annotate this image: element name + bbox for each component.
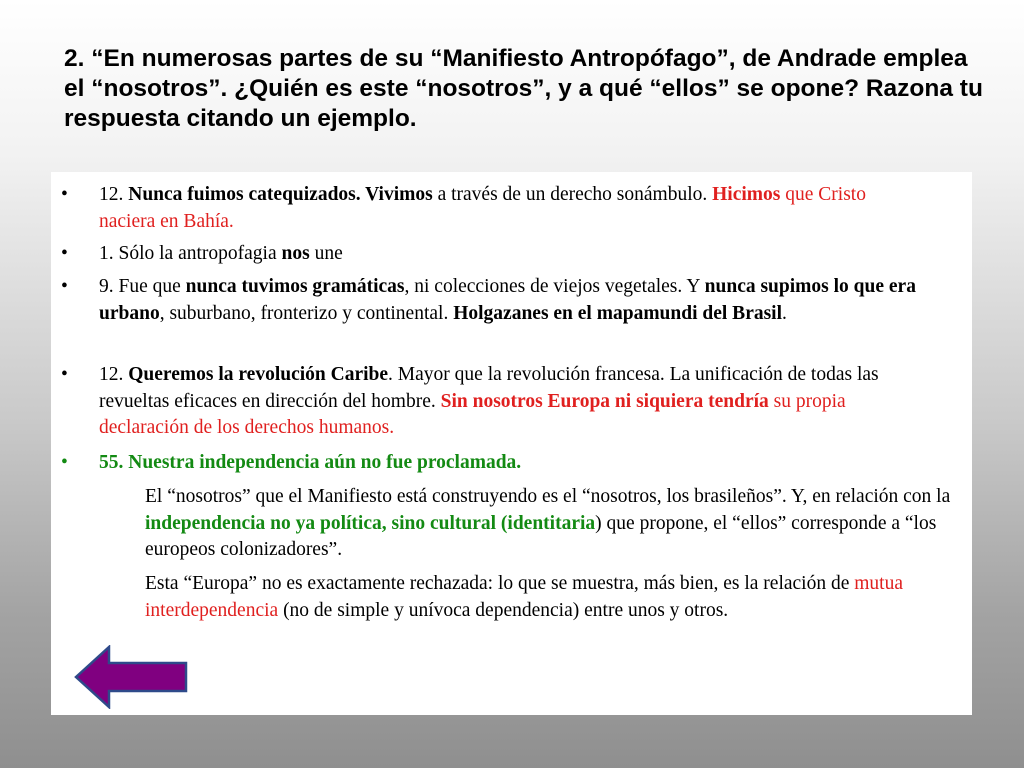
explanation-paragraph-2	[145, 571, 965, 624]
red-bold-phrase: Hicimos	[712, 184, 781, 205]
bullet-text-segment: 9. Fue que	[99, 276, 186, 297]
bold-phrase: nunca supimos lo que era urbano	[99, 276, 916, 324]
bold-phrase: nos	[281, 243, 310, 264]
paragraph-text-segment: ) que propone, el “ellos” corresponde a “los europeos colonizadores”.	[145, 512, 937, 560]
paragraph-text-segment: Esta “Europa” no es exactamente rechazada: lo que se muestra, más bien, es la relación de	[145, 573, 855, 594]
red-phrase: que Cristo naciera en Bahía.	[99, 184, 866, 232]
paragraph-text-segment: (no de simple y unívoca dependencia) entre unos y otros.	[278, 599, 729, 621]
bullet-text	[99, 274, 921, 327]
bullet-text-segment: , ni colecciones de viejos vegetales. Y	[404, 276, 705, 297]
bullet-text-segment: une	[309, 243, 343, 264]
bullet-dot: •	[61, 452, 68, 473]
bold-phrase: Holgazanes en el mapamundi del Brasil	[453, 302, 783, 324]
bullet-text	[99, 362, 921, 442]
red-phrase: mutua interdependencia	[145, 573, 904, 621]
green-bold-phrase: 55. Nuestra independencia aún no fue proclamada.	[99, 452, 522, 473]
bullet-text-segment: , suburbano, fronterizo y continental.	[159, 302, 454, 324]
bullet-text	[99, 241, 921, 268]
bullet-text-segment: .	[782, 302, 787, 324]
green-bold-phrase: independencia no ya política, sino cultural (identitaria	[145, 512, 596, 534]
bullet-text-segment: 1. Sólo la antropofagia	[99, 243, 282, 264]
bullet-dot: •	[61, 364, 68, 385]
red-bold-phrase: Sin nosotros Europa ni siquiera tendría	[440, 390, 769, 412]
bullet-dot: •	[61, 243, 68, 264]
paragraph-text-segment: El “nosotros” que el Manifiesto está construyendo es el “nosotros, los brasileños”. Y, en relación con la	[145, 486, 951, 507]
bold-phrase: Nunca fuimos catequizados. Vivimos	[128, 184, 433, 205]
bullet-text	[99, 182, 921, 235]
bullet-dot: •	[61, 184, 68, 205]
slide-title: 2. “En numerosas partes de su “Manifiesto Antropófago”, de Andrade emplea el “nosotros”. ¿Quién es este “nosotros”, y a qué “ellos” se opone? Razona tu respuesta citando un ejemplo.	[64, 45, 983, 132]
bullet-text-segment: a través de un derecho sonámbulo.	[432, 184, 713, 205]
red-phrase: su propia declaración de los derechos humanos.	[99, 390, 846, 438]
bullet-text	[99, 450, 921, 477]
bold-phrase: nunca tuvimos gramáticas	[185, 276, 405, 297]
explanation-paragraph-1	[145, 484, 965, 564]
content-box	[51, 172, 972, 715]
back-arrow-shape[interactable]	[76, 647, 186, 707]
bullet-dot: •	[61, 276, 68, 297]
left-arrow-icon[interactable]	[74, 645, 190, 709]
bullet-text-segment: . Mayor que la revolución francesa. La unificación de todas las revueltas eficaces en dirección del hombre.	[99, 364, 879, 412]
bold-phrase: Queremos la revolución Caribe	[128, 364, 389, 385]
bullet-number: 12.	[99, 184, 129, 205]
bullet-text-segment: 12.	[99, 364, 129, 385]
